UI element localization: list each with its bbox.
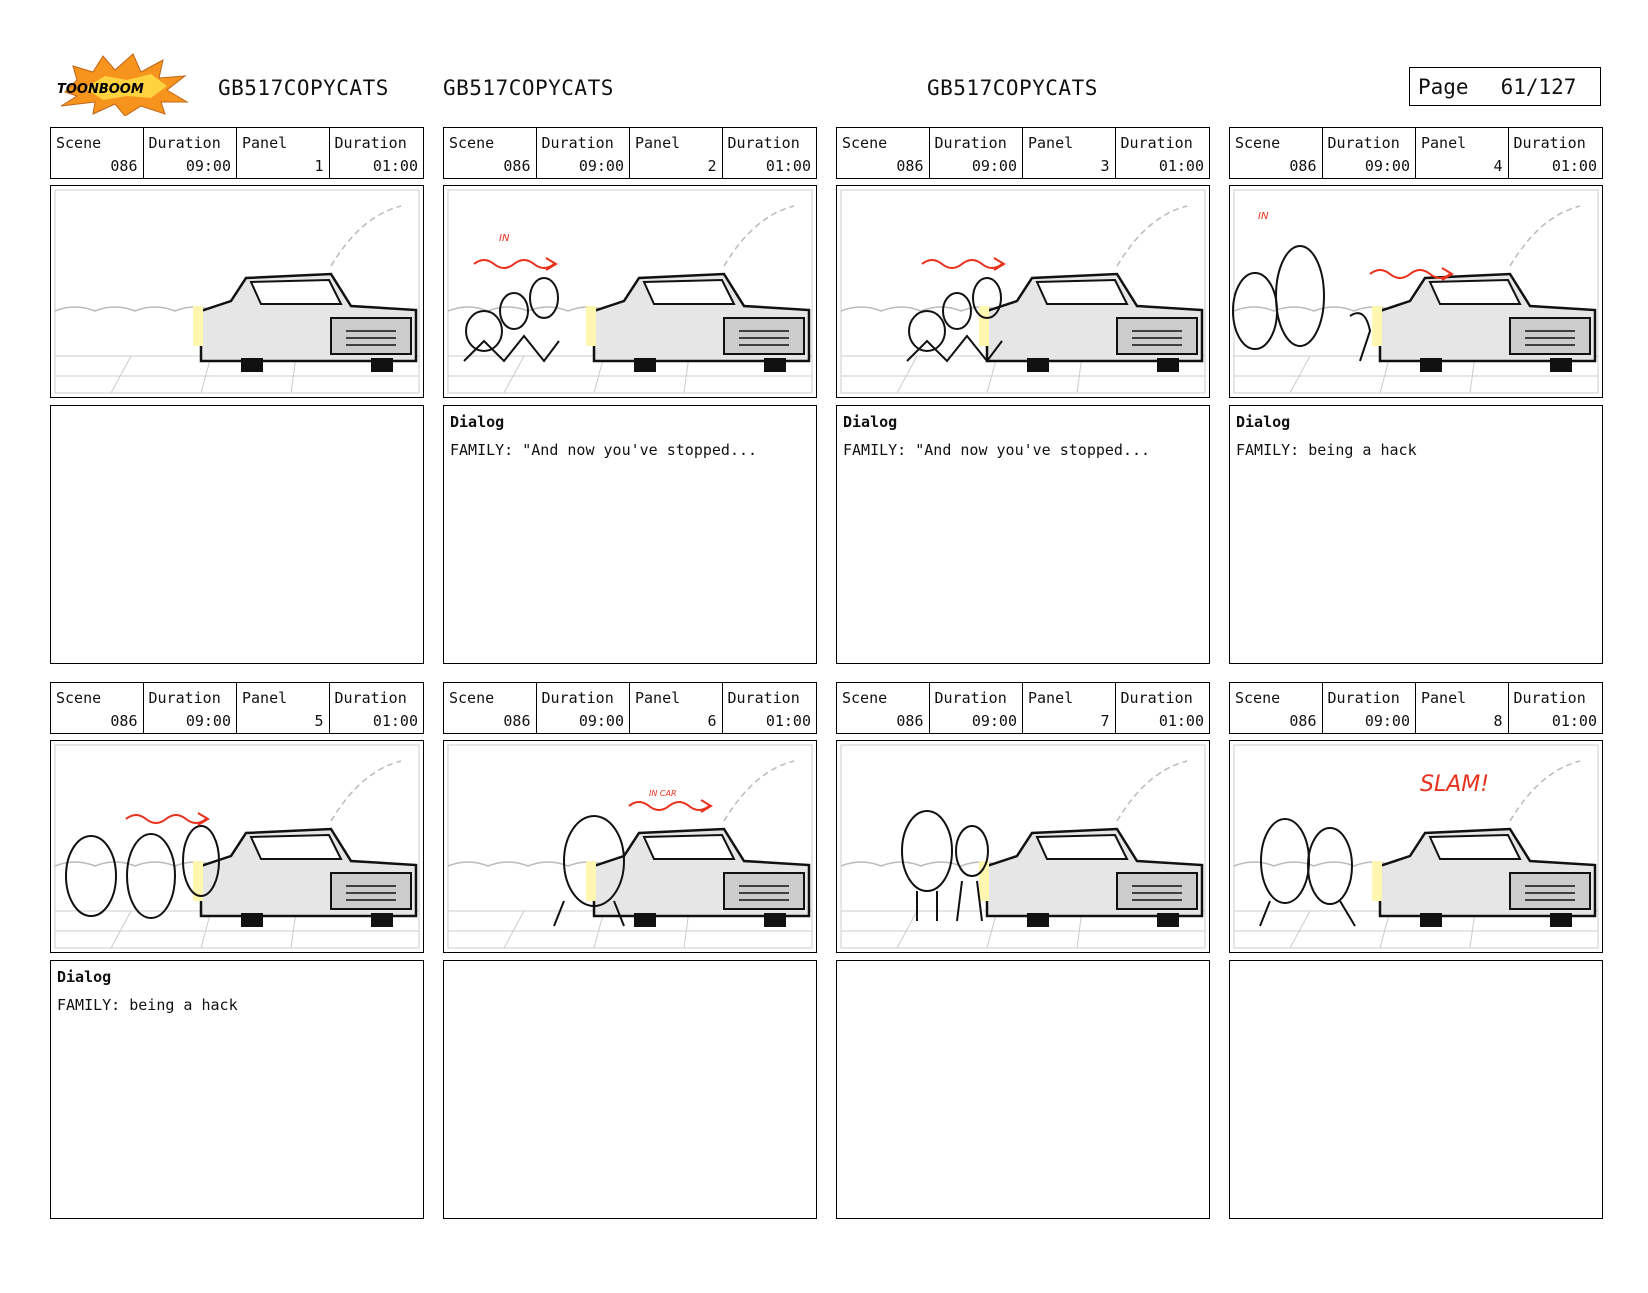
panel-notes bbox=[443, 960, 817, 1219]
sketch-drawing bbox=[444, 186, 816, 397]
scene-duration-cell bbox=[537, 128, 631, 178]
scene-number: 086 bbox=[503, 712, 531, 730]
panel-number: 4 bbox=[1493, 157, 1503, 175]
panel-image bbox=[443, 740, 817, 953]
panel-notes bbox=[836, 960, 1210, 1219]
scene-duration-cell bbox=[1323, 128, 1417, 178]
dialog-text: FAMILY: "And now you've stopped... bbox=[843, 441, 1151, 459]
scene-cell bbox=[837, 683, 930, 733]
page-number: 61/127 bbox=[1500, 74, 1577, 99]
dialog-heading: Dialog bbox=[450, 413, 505, 431]
panel-cell bbox=[630, 128, 723, 178]
panel-duration: 01:00 bbox=[1551, 712, 1597, 730]
panel-number: 5 bbox=[314, 712, 324, 730]
dialog-heading: Dialog bbox=[57, 968, 112, 986]
panel-number: 6 bbox=[707, 712, 717, 730]
panel-info-bar bbox=[50, 127, 424, 179]
panel-label: Panel bbox=[635, 689, 681, 707]
dialog-heading: Dialog bbox=[1236, 413, 1291, 431]
sketch-drawing bbox=[837, 186, 1209, 397]
scene-label: Scene bbox=[56, 689, 102, 707]
scene-label: Scene bbox=[842, 134, 888, 152]
scene-cell bbox=[51, 683, 144, 733]
panel-cell bbox=[237, 128, 330, 178]
panel-duration-label: Duration bbox=[334, 689, 407, 707]
panel-duration: 01:00 bbox=[765, 157, 811, 175]
scene-cell bbox=[444, 128, 537, 178]
scene-cell bbox=[837, 128, 930, 178]
panel-label: Panel bbox=[242, 134, 288, 152]
scene-duration: 09:00 bbox=[578, 157, 624, 175]
panel-image bbox=[443, 185, 817, 398]
panel-duration: 01:00 bbox=[1551, 157, 1597, 175]
scene-duration-label: Duration bbox=[1327, 689, 1400, 707]
scene-duration: 09:00 bbox=[185, 712, 231, 730]
sfx-annotation: IN CAR bbox=[649, 789, 677, 798]
scene-duration-label: Duration bbox=[148, 134, 221, 152]
panel-info-bar bbox=[443, 127, 817, 179]
panel-duration-cell bbox=[723, 683, 817, 733]
panel-duration-cell bbox=[1509, 128, 1603, 178]
scene-duration-label: Duration bbox=[1327, 134, 1400, 152]
header-title-2: GB517COPYCATS bbox=[443, 76, 614, 100]
scene-cell bbox=[51, 128, 144, 178]
panel-label: Panel bbox=[1421, 689, 1467, 707]
panel-cell bbox=[1416, 128, 1509, 178]
panel-info-bar bbox=[443, 682, 817, 734]
scene-duration-label: Duration bbox=[148, 689, 221, 707]
panel-duration-cell bbox=[330, 683, 424, 733]
scene-number: 086 bbox=[1289, 712, 1317, 730]
panel-number: 3 bbox=[1100, 157, 1110, 175]
panel-duration: 01:00 bbox=[372, 157, 418, 175]
scene-duration-cell bbox=[144, 683, 238, 733]
dialog-text: FAMILY: "And now you've stopped... bbox=[450, 441, 758, 459]
toonboom-logo bbox=[55, 52, 195, 116]
panel-duration-label: Duration bbox=[1513, 134, 1586, 152]
panel-notes bbox=[443, 405, 817, 664]
sketch-drawing bbox=[1230, 186, 1602, 397]
sketch-drawing bbox=[837, 741, 1209, 952]
scene-label: Scene bbox=[56, 134, 102, 152]
scene-label: Scene bbox=[842, 689, 888, 707]
scene-duration-cell bbox=[144, 128, 238, 178]
panel-image bbox=[836, 740, 1210, 953]
panel-duration-cell bbox=[1116, 128, 1210, 178]
panel-duration-cell bbox=[723, 128, 817, 178]
panel-notes bbox=[50, 405, 424, 664]
scene-cell bbox=[444, 683, 537, 733]
panel-duration-label: Duration bbox=[1513, 689, 1586, 707]
scene-duration-cell bbox=[930, 128, 1024, 178]
page-counter bbox=[1409, 67, 1601, 106]
panel-notes bbox=[50, 960, 424, 1219]
panel-duration-label: Duration bbox=[727, 689, 800, 707]
scene-cell bbox=[1230, 683, 1323, 733]
scene-duration-cell bbox=[1323, 683, 1417, 733]
scene-duration-cell bbox=[930, 683, 1024, 733]
panel-info-bar bbox=[50, 682, 424, 734]
panel-notes bbox=[1229, 960, 1603, 1219]
scene-number: 086 bbox=[110, 712, 138, 730]
sketch-drawing bbox=[444, 741, 816, 952]
logo-text: TOONBOOM bbox=[57, 82, 144, 97]
dialog-text: FAMILY: being a hack bbox=[57, 996, 238, 1014]
sketch-drawing bbox=[51, 741, 423, 952]
panel-info-bar bbox=[836, 127, 1210, 179]
scene-label: Scene bbox=[449, 689, 495, 707]
panel-image bbox=[1229, 185, 1603, 398]
scene-label: Scene bbox=[1235, 689, 1281, 707]
panel-duration: 01:00 bbox=[372, 712, 418, 730]
panel-label: Panel bbox=[1421, 134, 1467, 152]
scene-duration-label: Duration bbox=[934, 134, 1007, 152]
scene-number: 086 bbox=[110, 157, 138, 175]
panel-notes bbox=[1229, 405, 1603, 664]
scene-duration-label: Duration bbox=[934, 689, 1007, 707]
panel-info-bar bbox=[1229, 127, 1603, 179]
panel-image bbox=[836, 185, 1210, 398]
scene-duration: 09:00 bbox=[1364, 157, 1410, 175]
panel-duration-cell bbox=[1116, 683, 1210, 733]
panel-label: Panel bbox=[1028, 689, 1074, 707]
scene-number: 086 bbox=[896, 157, 924, 175]
panel-label: Panel bbox=[1028, 134, 1074, 152]
panel-image bbox=[50, 740, 424, 953]
panel-number: 1 bbox=[314, 157, 324, 175]
panel-info-bar bbox=[1229, 682, 1603, 734]
panel-duration-label: Duration bbox=[727, 134, 800, 152]
panel-cell bbox=[1416, 683, 1509, 733]
panel-duration-cell bbox=[1509, 683, 1603, 733]
panel-duration: 01:00 bbox=[1158, 712, 1204, 730]
sketch-drawing bbox=[1230, 741, 1602, 952]
panel-duration-cell bbox=[330, 128, 424, 178]
sketch-drawing bbox=[51, 186, 423, 397]
dialog-text: FAMILY: being a hack bbox=[1236, 441, 1417, 459]
scene-duration: 09:00 bbox=[185, 157, 231, 175]
panel-image bbox=[1229, 740, 1603, 953]
header-title-3: GB517COPYCATS bbox=[927, 76, 1098, 100]
panel-image bbox=[50, 185, 424, 398]
panel-label: Panel bbox=[635, 134, 681, 152]
scene-number: 086 bbox=[896, 712, 924, 730]
panel-cell bbox=[237, 683, 330, 733]
scene-duration-label: Duration bbox=[541, 134, 614, 152]
panel-cell bbox=[1023, 128, 1116, 178]
panel-duration-label: Duration bbox=[334, 134, 407, 152]
dialog-heading: Dialog bbox=[843, 413, 898, 431]
scene-duration-cell bbox=[537, 683, 631, 733]
panel-number: 7 bbox=[1100, 712, 1110, 730]
sfx-annotation: IN bbox=[499, 233, 510, 244]
panel-duration-label: Duration bbox=[1120, 689, 1193, 707]
header-title-1: GB517COPYCATS bbox=[218, 76, 389, 100]
panel-cell bbox=[1023, 683, 1116, 733]
panel-notes bbox=[836, 405, 1210, 664]
panel-number: 8 bbox=[1493, 712, 1503, 730]
panel-number: 2 bbox=[707, 157, 717, 175]
panel-label: Panel bbox=[242, 689, 288, 707]
scene-duration-label: Duration bbox=[541, 689, 614, 707]
scene-duration: 09:00 bbox=[971, 157, 1017, 175]
panel-duration: 01:00 bbox=[1158, 157, 1204, 175]
scene-number: 086 bbox=[503, 157, 531, 175]
sfx-annotation: SLAM! bbox=[1420, 772, 1490, 797]
panel-info-bar bbox=[836, 682, 1210, 734]
scene-duration: 09:00 bbox=[578, 712, 624, 730]
scene-label: Scene bbox=[1235, 134, 1281, 152]
scene-duration: 09:00 bbox=[971, 712, 1017, 730]
panel-cell bbox=[630, 683, 723, 733]
sfx-annotation: IN bbox=[1258, 211, 1269, 222]
panel-duration: 01:00 bbox=[765, 712, 811, 730]
panel-duration-label: Duration bbox=[1120, 134, 1193, 152]
scene-cell bbox=[1230, 128, 1323, 178]
scene-label: Scene bbox=[449, 134, 495, 152]
scene-number: 086 bbox=[1289, 157, 1317, 175]
page-label: Page bbox=[1418, 74, 1469, 99]
scene-duration: 09:00 bbox=[1364, 712, 1410, 730]
